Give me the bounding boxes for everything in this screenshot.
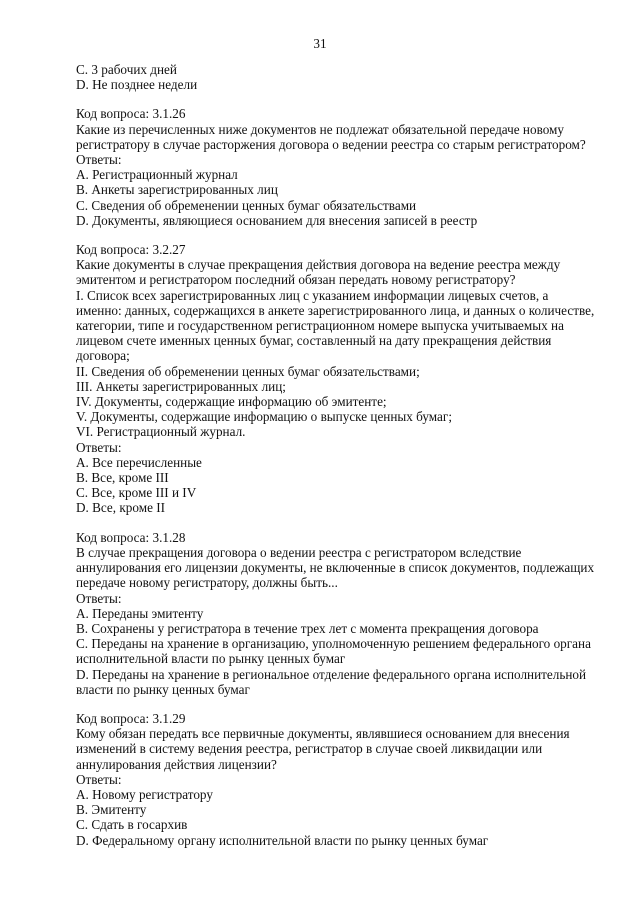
continued-answers: [76, 62, 596, 92]
text-line: С. Сдать в госархив: [76, 817, 188, 833]
text-line: А. Переданы эмитенту: [76, 605, 204, 621]
page-number: 31: [313, 36, 327, 51]
text-line: именно: данных, содержащихся в анкете зарегистрированного лица, и данных о количестве,: [76, 302, 595, 318]
question-block: [76, 711, 596, 848]
text-line: А. Все перечисленные: [76, 454, 202, 470]
text-line: власти по рынку ценных бумаг: [76, 681, 250, 697]
text-line: Ответы:: [76, 439, 122, 455]
text-line: В. Все, кроме III: [76, 470, 169, 486]
text-line: Ответы:: [76, 771, 122, 787]
text-line: аннулирования действия лицензии?: [76, 756, 277, 772]
text-line: аннулирования его лицензии документы, не включенные в список документов, подлежащих: [76, 560, 595, 576]
text-line: D. Документы, являющиеся основанием для внесения записей в реестр: [76, 212, 478, 228]
text-line: исполнительной власти по рынку ценных бумаг: [76, 651, 346, 667]
text-line: Код вопроса: 3.1.26: [76, 106, 186, 122]
text-line: D. Переданы на хранение в региональное отделение федерального органа исполнительной: [76, 666, 587, 682]
text-line: категории, типе и государственном регистрационном номере выпуска учитываемых на: [76, 318, 564, 334]
text-line: В случае прекращения договора о ведении реестра с регистратором вследствие: [76, 544, 522, 560]
document-body: [76, 62, 596, 848]
text-line: В. Сохранены у регистратора в течение трех лет с момента прекращения договора: [76, 620, 539, 636]
text-line: А. Регистрационный журнал: [76, 167, 238, 183]
text-line: V. Документы, содержащие информацию о выпуске ценных бумаг;: [76, 409, 452, 425]
question-block: [76, 530, 596, 697]
text-line: лицевом счете именных ценных бумаг, составленный на дату прекращения действия: [76, 333, 552, 349]
text-line: III. Анкеты зарегистрированных лиц;: [76, 378, 286, 394]
text-line: IV. Документы, содержащие информацию об эмитенте;: [76, 394, 387, 410]
text-line: Ответы:: [76, 152, 122, 168]
question-block: [76, 106, 596, 228]
text-line: Кому обязан передать все первичные документы, являвшиеся основанием для внесения: [76, 726, 570, 742]
text-line: Какие документы в случае прекращения действия договора на ведение реестра между: [76, 257, 561, 273]
text-line: D. Федеральному органу исполнительной власти по рынку ценных бумаг: [76, 832, 489, 848]
text-line: Код вопроса: 3.1.28: [76, 529, 186, 545]
text-line: С. 3 рабочих дней: [76, 62, 177, 77]
text-line: эмитентом и регистратором последний обязан передать новому регистратору?: [76, 272, 516, 288]
text-line: С. Сведения об обременении ценных бумаг обязательствами: [76, 197, 417, 213]
text-line: Код вопроса: 3.2.27: [76, 242, 186, 258]
text-line: передаче новому регистратору, должны быть...: [76, 575, 338, 591]
text-line: Какие из перечисленных ниже документов не подлежат обязательной передаче новому: [76, 121, 564, 137]
question-block: [76, 242, 596, 516]
text-line: изменений в систему ведения реестра, регистратор в случае своей ликвидации или: [76, 741, 543, 757]
text-line: договора;: [76, 348, 130, 364]
text-line: С. Переданы на хранение в организацию, уполномоченную решением федерального органа: [76, 636, 591, 652]
text-line: D. Все, кроме II: [76, 500, 165, 516]
text-line: В. Эмитенту: [76, 802, 147, 818]
text-line: VI. Регистрационный журнал.: [76, 424, 246, 440]
text-line: D. Не позднее недели: [76, 77, 198, 93]
text-line: регистратору в случае расторжения договора о ведении реестра со старым регистратором?: [76, 136, 586, 152]
text-line: I. Список всех зарегистрированных лиц с указанием информации лицевых счетов, а: [76, 287, 549, 303]
text-line: А. Новому регистратору: [76, 786, 213, 802]
text-line: С. Все, кроме III и IV: [76, 485, 197, 501]
text-line: Ответы:: [76, 590, 122, 606]
text-line: II. Сведения об обременении ценных бумаг обязательствами;: [76, 363, 420, 379]
text-line: Код вопроса: 3.1.29: [76, 710, 186, 726]
text-line: В. Анкеты зарегистрированных лиц: [76, 182, 278, 198]
